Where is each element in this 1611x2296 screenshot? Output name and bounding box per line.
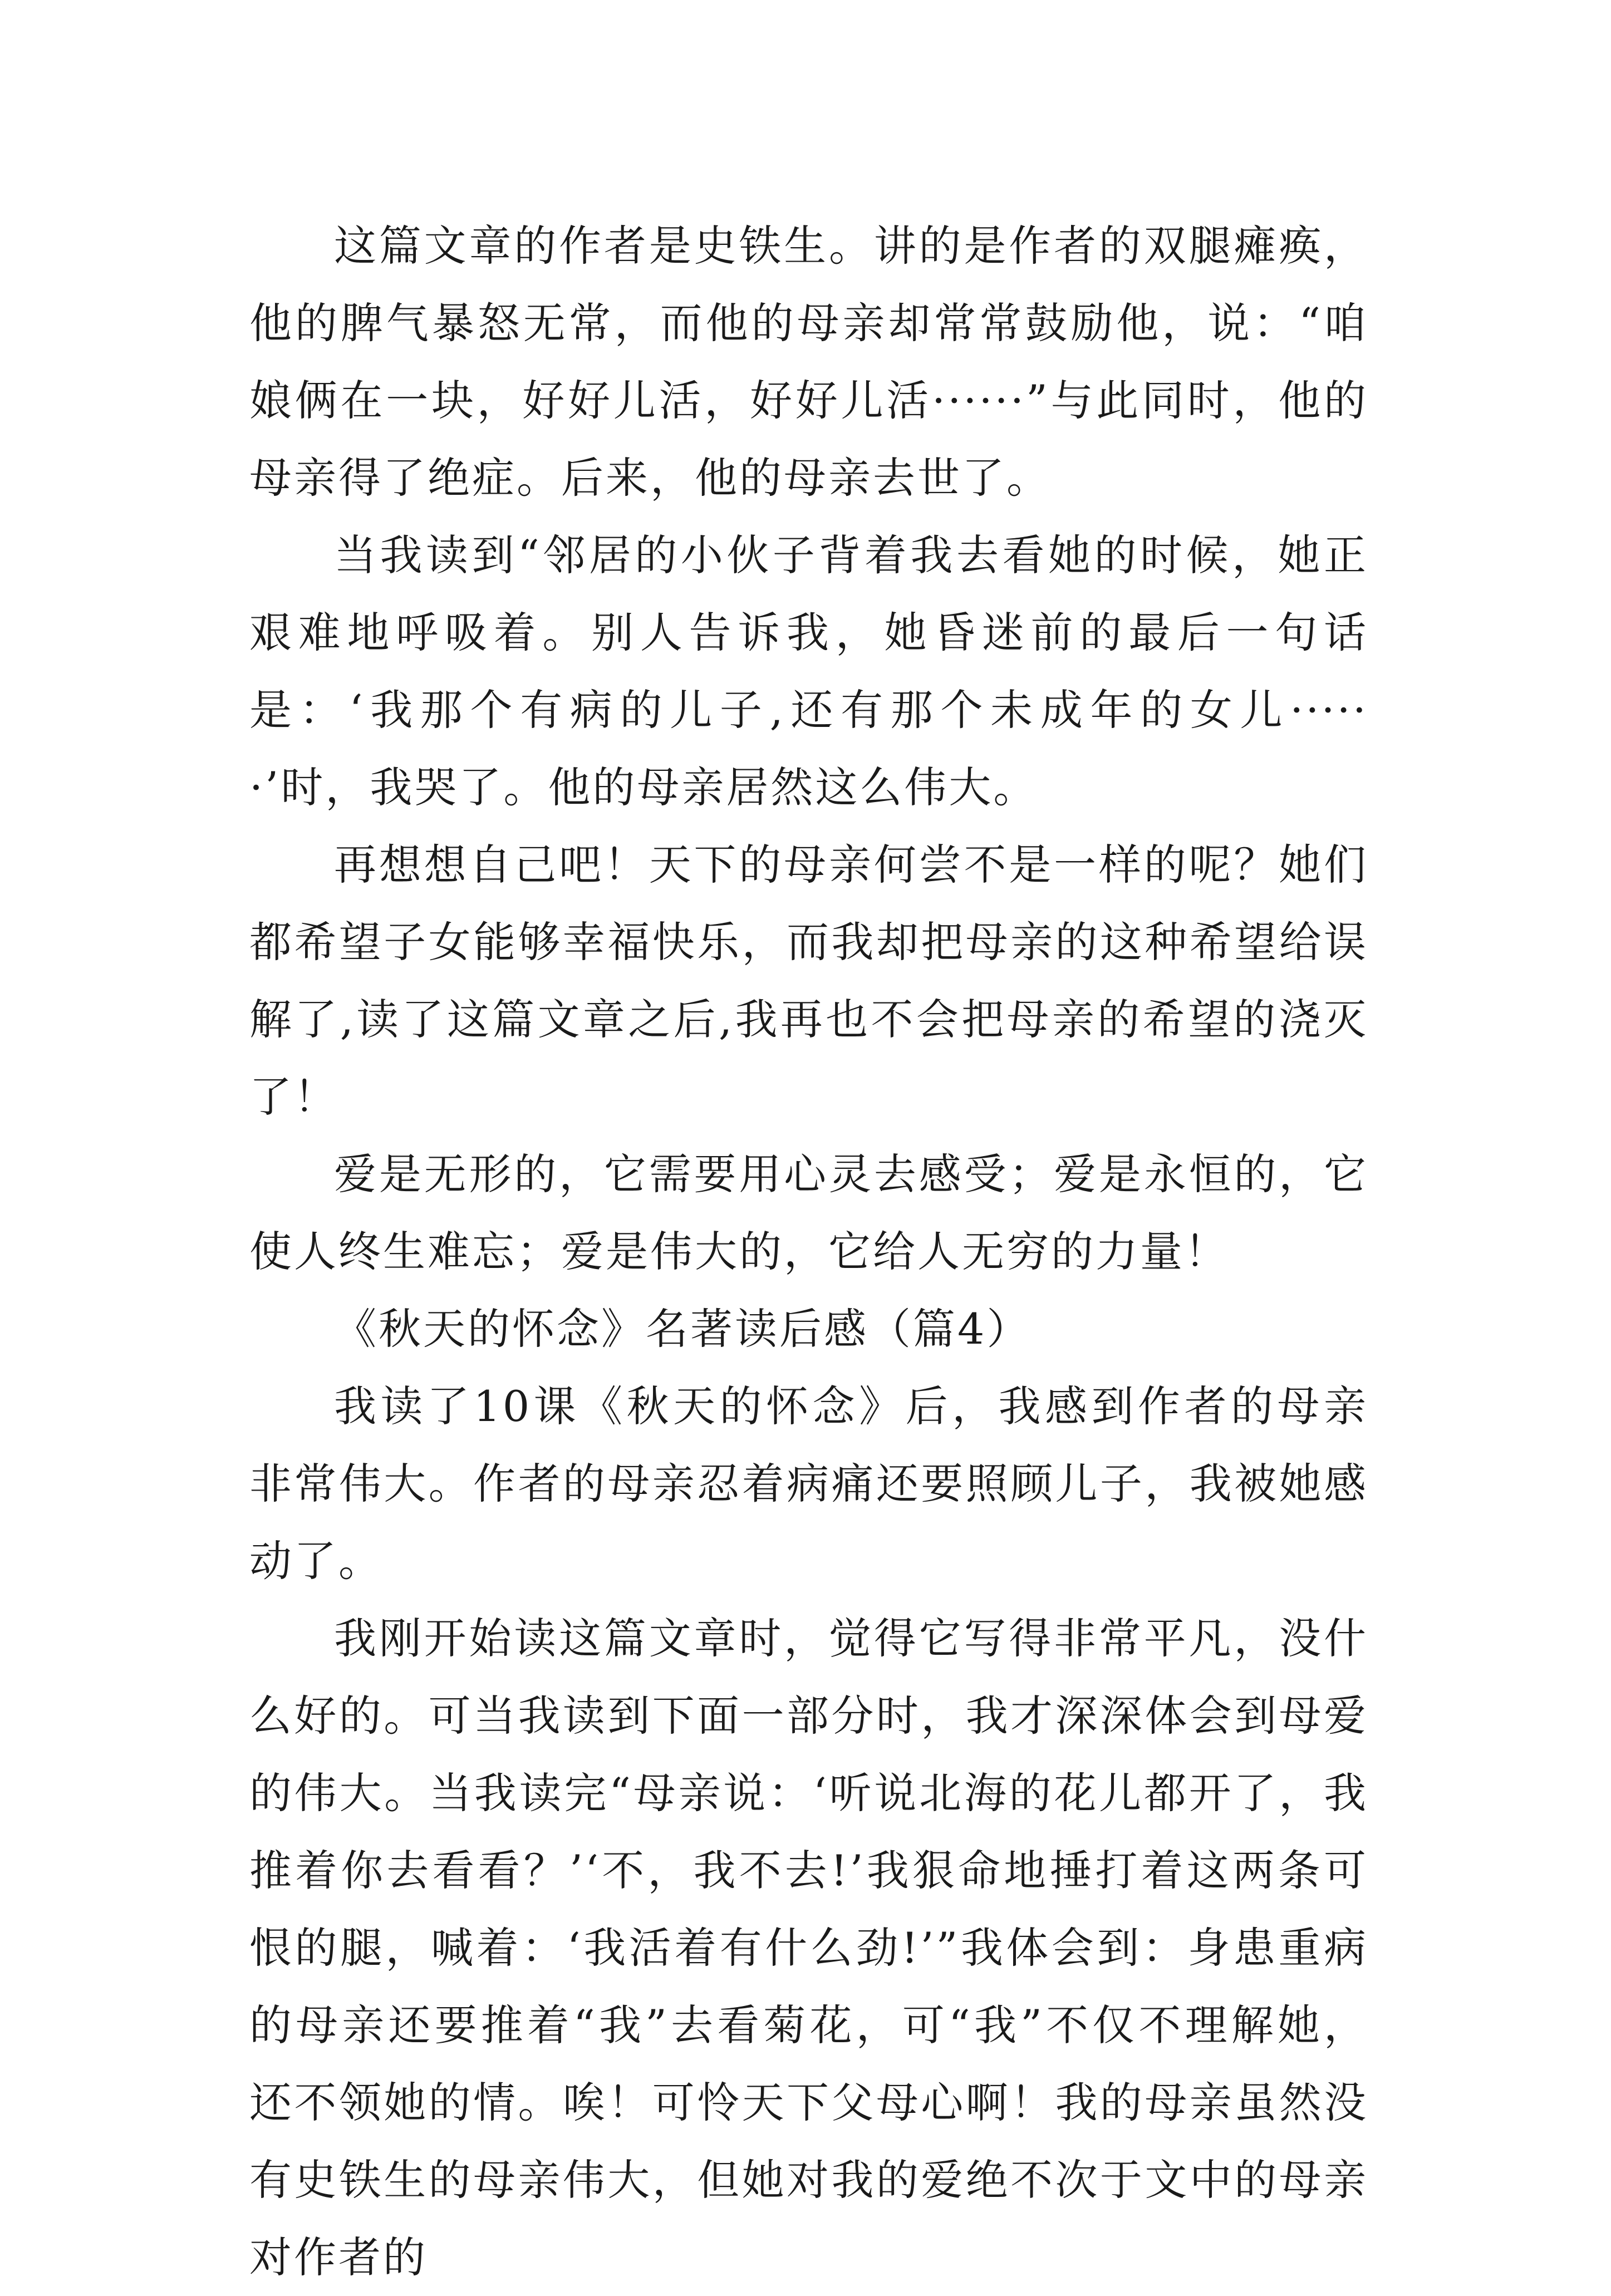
paragraph-2: 当我读到“邻居的小伙子背着我去看她的时候，她正艰难地呼吸着。别人告诉我，她昏迷前的最后一句话是：‘我那个有病的儿子,还有那个未成年的女儿······’时，我哭了。他的母亲居然这么伟大。 (249, 530, 1368, 812)
paragraph-3: 再想想自己吧！天下的母亲何尝不是一样的呢？她们都希望子女能够幸福快乐，而我却把母亲的这种希望给误解了,读了这篇文章之后,我再也不会把母亲的希望的浇灭了！ (249, 840, 1368, 1122)
document-body (249, 207, 1368, 2296)
paragraph-4: 爱是无形的，它需要用心灵去感受；爱是永恒的，它使人终生难忘；爱是伟大的，它给人无穷的力量！ (249, 1149, 1368, 1276)
section-heading: 《秋天的怀念》名著读后感（篇4） (334, 1304, 1032, 1354)
paragraph-1: 这篇文章的作者是史铁生。讲的是作者的双腿瘫痪，他的脾气暴怒无常，而他的母亲却常常鼓励他，说：“咱娘俩在一块，好好儿活，好好儿活······”与此同时，他的母亲得了绝症。后来，他的母亲去世了。 (249, 221, 1368, 503)
paragraph-5: 我读了10课《秋天的怀念》后，我感到作者的母亲非常伟大。作者的母亲忍着病痛还要照顾儿子，我被她感动了。 (249, 1381, 1368, 1586)
paragraph-6: 我刚开始读这篇文章时，觉得它写得非常平凡，没什么好的。可当我读到下面一部分时，我才深深体会到母爱的伟大。当我读完“母亲说：‘听说北海的花儿都开了，我推着你去看看？’‘不，我不去!’我狠命地捶打着这两条可恨的腿，喊着：‘我活着有什么劲!’”我体会到：身患重病的母亲还要推着“我”去看菊花，可“我”不仅不理解她，还不领她的情。唉！可怜天下父母心啊！我的母亲虽然没有史铁生的母亲伟大，但她对我的爱绝不次于文中的母亲对作者的 (249, 1614, 1368, 2282)
